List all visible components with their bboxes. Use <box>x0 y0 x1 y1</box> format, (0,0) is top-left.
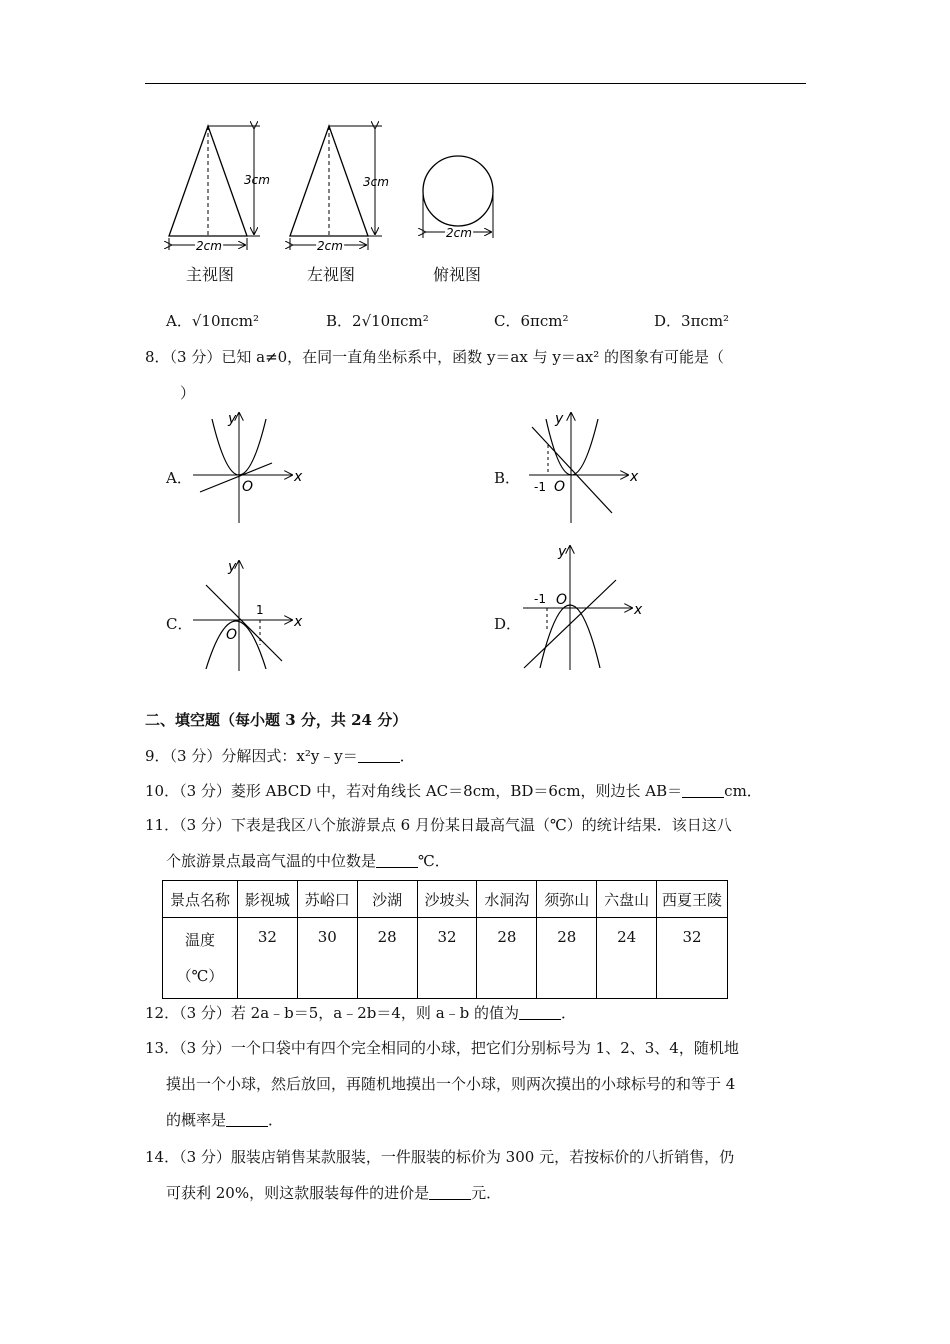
table-row-label: 温度 （℃） <box>163 918 238 999</box>
q8-option-a-label: A． <box>166 469 192 487</box>
q11-answer-blank[interactable] <box>376 853 418 868</box>
table-cell: 32 <box>417 918 477 999</box>
top-width-dim: 2cm <box>446 226 472 240</box>
temperature-table <box>162 880 728 999</box>
svg-text:-1: -1 <box>534 592 546 606</box>
svg-text:1: 1 <box>256 603 264 617</box>
svg-text:x: x <box>634 602 643 618</box>
q8-stem-line1: 8．（3 分）已知 a≠0，在同一直角坐标系中，函数 y＝ax 与 y＝ax² 的图象有可能是（ <box>145 348 725 366</box>
svg-text:O: O <box>556 592 568 608</box>
svg-text:y: y <box>555 411 564 427</box>
q8-graph-a <box>190 405 315 527</box>
q7-option-b: B．2√10πcm² <box>326 312 429 330</box>
q13-line1: 13．（3 分）一个口袋中有四个完全相同的小球，把它们分别标号为 1、2、3、4，随机地 <box>145 1039 739 1057</box>
table-cell: 32 <box>657 918 728 999</box>
svg-text:O: O <box>242 479 254 495</box>
svg-text:y: y <box>228 411 237 427</box>
q12-answer-blank[interactable] <box>519 1005 561 1020</box>
top-view-label: 俯视图 <box>433 265 482 284</box>
table-header-row <box>163 881 728 918</box>
header-rule <box>145 83 806 84</box>
q10-answer-blank[interactable] <box>682 783 724 798</box>
table-cell: 沙坡头 <box>417 881 477 918</box>
table-cell: 六盘山 <box>597 881 657 918</box>
svg-text:y: y <box>228 559 237 575</box>
left-view-label: 左视图 <box>307 265 356 284</box>
table-cell: 西夏王陵 <box>657 881 728 918</box>
svg-text:x: x <box>294 469 303 485</box>
table-cell: 沙湖 <box>357 881 417 918</box>
q11-line1: 11．（3 分）下表是我区八个旅游景点 6 月份某日最高气温（℃）的统计结果．该日这八 <box>145 816 732 834</box>
q10-question: 10．（3 分）菱形 ABCD 中，若对角线长 AC＝8cm，BD＝6cm，则边长 AB＝ cm． <box>145 782 762 800</box>
svg-text:O: O <box>554 479 566 495</box>
table-header-label: 景点名称 <box>163 881 238 918</box>
q9-answer-blank[interactable] <box>358 748 400 763</box>
table-temperature-row <box>163 918 728 999</box>
q8-graph-d <box>520 540 645 675</box>
table-cell: 30 <box>297 918 357 999</box>
q13-line2: 摸出一个小球，然后放回，再随机地摸出一个小球，则两次摸出的小球标号的和等于 4 <box>166 1075 736 1093</box>
svg-text:O: O <box>226 627 238 643</box>
svg-text:y: y <box>558 544 567 560</box>
svg-text:x: x <box>294 614 303 630</box>
q8-option-d-label: D． <box>494 615 522 633</box>
left-height-dim: 3cm <box>363 175 389 189</box>
q7-option-c: C．6πcm² <box>494 312 569 330</box>
q8-graph-b <box>526 405 651 527</box>
table-cell: 28 <box>477 918 537 999</box>
table-cell: 28 <box>537 918 597 999</box>
q8-graph-c <box>190 553 315 675</box>
front-view <box>169 126 270 253</box>
q14-line2: 可获利 20%，则这款服装每件的进价是 元． <box>166 1184 502 1202</box>
q14-answer-blank[interactable] <box>429 1185 471 1200</box>
left-view <box>290 126 389 253</box>
q13-line3: 的概率是 ． <box>166 1111 284 1129</box>
svg-text:x: x <box>630 469 639 485</box>
q8-stem-line2: ） <box>180 384 196 402</box>
q14-line1: 14．（3 分）服装店销售某款服装，一件服装的标价为 300 元，若按标价的八折销售，仍 <box>145 1148 735 1166</box>
front-height-dim: 3cm <box>244 173 270 187</box>
table-cell: 水洞沟 <box>477 881 537 918</box>
front-view-label: 主视图 <box>186 265 235 284</box>
table-cell: 影视城 <box>237 881 297 918</box>
q7-option-a: A．√10πcm² <box>166 312 259 330</box>
q12-question: 12．（3 分）若 2a﹣b＝5，a﹣2b＝4，则 a﹣b 的值为 ． <box>145 1004 577 1022</box>
q13-answer-blank[interactable] <box>226 1112 268 1127</box>
q9-question: 9．（3 分）分解因式：x²y﹣y＝ ． <box>145 747 415 765</box>
q8-option-c-label: C． <box>166 615 193 633</box>
q11-line2: 个旅游景点最高气温的中位数是 ℃． <box>166 852 450 870</box>
left-width-dim: 2cm <box>317 239 343 253</box>
table-cell: 28 <box>357 918 417 999</box>
table-cell: 苏峪口 <box>297 881 357 918</box>
svg-text:-1: -1 <box>534 480 546 494</box>
table-cell: 须弥山 <box>537 881 597 918</box>
top-view <box>423 156 493 240</box>
table-cell: 32 <box>237 918 297 999</box>
q7-option-d: D．3πcm² <box>654 312 730 330</box>
front-width-dim: 2cm <box>196 239 222 253</box>
table-cell: 24 <box>597 918 657 999</box>
q8-option-b-label: B． <box>494 469 521 487</box>
section-2-heading: 二、填空题（每小题 3 分，共 24 分） <box>145 711 408 729</box>
